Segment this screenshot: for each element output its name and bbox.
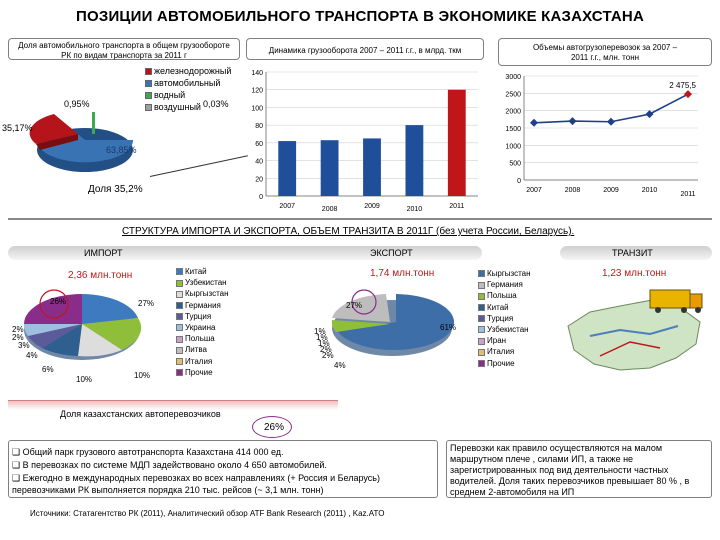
export-label-2b: 2% — [320, 345, 332, 354]
cargo-y-tick: 120 — [251, 87, 263, 95]
volume-x-tick: 2008 — [564, 187, 581, 194]
cargo-bar — [448, 90, 466, 196]
volume-point — [530, 119, 538, 127]
cargo-y-tick: 100 — [251, 105, 263, 113]
import-legend-item: Турция — [176, 311, 229, 322]
volume-y-tick: 1000 — [505, 143, 521, 151]
cargo-bar — [321, 140, 339, 196]
volume-point — [569, 117, 577, 125]
import-volume: 2,36 млн.тонн — [68, 270, 133, 281]
import-label-3: 3% — [18, 341, 30, 350]
volume-chart-frame — [498, 68, 712, 216]
cargo-x-tick: 2008 — [321, 206, 338, 213]
transit-title: ТРАНЗИТ — [612, 248, 653, 258]
structure-title: СТРУКТУРА ИМПОРТА И ЭКСПОРТА, ОБЪЕМ ТРАНЗИТА В 2011Г (без учета России, Беларусь). — [122, 226, 575, 237]
import-legend-item: Литва — [176, 344, 229, 355]
volume-line-chart — [498, 68, 712, 216]
cargo-x-tick: 2011 — [449, 203, 465, 210]
export-label-1c: 1% — [314, 327, 326, 336]
cargo-bar — [278, 141, 296, 196]
export-label-27: 27% — [346, 301, 363, 310]
checkbox-icon: ❑ — [12, 447, 23, 457]
volume-panel-header — [498, 38, 712, 66]
carriers-share-label: Доля казахстанских автоперевозчиков — [60, 409, 221, 419]
divider — [8, 218, 712, 220]
cargo-panel-title: Динамика грузооборота 2007 – 2011 г.г., в млрд. ткм — [268, 46, 462, 55]
share-label-auto: 63,85% — [106, 145, 137, 155]
volume-last-label: 2 475,5 — [669, 81, 696, 91]
share-panel-title: Доля автомобильного транспорта в общем грузообороте РК по видам транспорта за 2011 г — [18, 41, 230, 60]
legend-item-air: воздушный — [145, 102, 231, 112]
volume-x-tick: 2007 — [526, 187, 542, 194]
export-legend-item: Иран — [478, 335, 531, 346]
export-label-61: 61% — [440, 323, 457, 332]
note-text: Перевозки как правило осуществляются на малом маршрутном плече , силами ИП, а также не зарегистрированных под вид деятельности частных водителей. Доля таких перевозчиков превышает 80 % , в среднем 2-автомобиля на ИП — [450, 443, 690, 497]
share-panel — [8, 38, 240, 60]
volume-x-tick: 2009 — [603, 187, 619, 194]
export-legend-item: Польша — [478, 290, 531, 301]
share-pie — [10, 108, 160, 188]
bullet-2: ❑ В перевозках по системе МДП задействовано около 4 650 автомобилей. — [12, 460, 327, 470]
cargo-y-tick: 0 — [259, 194, 263, 201]
import-label-2a: 2% — [12, 333, 24, 342]
export-legend-item: Китай — [478, 302, 531, 313]
export-legend-item: Прочие — [478, 358, 531, 369]
import-label-4: 4% — [26, 351, 38, 360]
share-label-rail: 35,17% — [2, 123, 33, 133]
cargo-y-tick: 20 — [255, 176, 263, 184]
export-title: ЭКСПОРТ — [370, 248, 413, 258]
connector-line — [150, 155, 248, 177]
bullet-3: ❑ Ежегодно в международных перевозках во всех направлениях (+ Россия и Беларусь) перевозчиками РК выполняется порядка 210 тыс. рейсов (~ 3,1 млн. тонн) — [12, 473, 380, 495]
import-legend-item: Польша — [176, 333, 229, 344]
import-legend-item: Узбекистан — [176, 277, 229, 288]
volume-y-tick: 0 — [517, 178, 521, 185]
volume-panel-title: Объемы автогрузоперевозок за 2007 – 2011 г.г., млн. тонн — [532, 43, 678, 62]
export-label-1a: 1% — [318, 339, 330, 348]
checkbox-icon: ❑ — [12, 460, 23, 470]
page-title: ПОЗИЦИИ АВТОМОБИЛЬНОГО ТРАНСПОРТА В ЭКОНОМИКЕ КАЗАХСТАНА — [76, 8, 644, 25]
import-pie — [12, 280, 162, 380]
volume-x-tick: 2010 — [641, 187, 658, 194]
cargo-panel-header — [246, 38, 484, 60]
import-legend-item: Италия — [176, 356, 229, 367]
export-label-1b: 1% — [316, 333, 328, 342]
volume-point — [607, 118, 615, 126]
share-note: Доля 35,2% — [88, 184, 143, 195]
export-legend-item: Узбекистан — [478, 324, 531, 335]
export-legend-item: Италия — [478, 346, 531, 357]
cargo-bar-chart — [246, 66, 484, 216]
cargo-y-tick: 80 — [255, 123, 263, 131]
legend-item-auto: автомобильный — [145, 78, 231, 88]
transit-volume: 1,23 млн.тонн — [602, 268, 667, 279]
import-label-2b: 2% — [12, 325, 24, 334]
cargo-y-tick: 60 — [255, 140, 263, 148]
export-legend-item: Турция — [478, 313, 531, 324]
share-label-water: 0,95% — [64, 99, 90, 109]
kazakhstan-map-image — [560, 286, 710, 384]
import-label-10a: 10% — [76, 375, 93, 384]
import-label-26: 26% — [50, 297, 67, 306]
import-title: ИМПОРТ — [84, 248, 123, 258]
import-legend-item: Украина — [176, 322, 229, 333]
cargo-bar — [363, 138, 381, 196]
cargo-bar — [405, 125, 423, 196]
volume-y-tick: 2000 — [505, 108, 521, 116]
import-label-6: 6% — [42, 365, 54, 374]
import-legend-item: Китай — [176, 266, 229, 277]
export-legend — [478, 268, 531, 369]
cargo-x-tick: 2009 — [364, 203, 380, 210]
import-legend — [176, 266, 229, 378]
export-label-4: 4% — [334, 361, 346, 370]
volume-y-tick: 3000 — [505, 74, 521, 81]
cargo-x-tick: 2010 — [406, 206, 423, 213]
import-legend-item: Прочие — [176, 367, 229, 378]
carriers-share-circle — [252, 416, 292, 438]
import-legend-item: Германия — [176, 300, 229, 311]
sources: Источники: Статагентство РК (2011), Аналитический обзор ATF Bank Research (2011) , Kaz.ATO — [30, 509, 385, 518]
carriers-share-value: 26% — [264, 422, 285, 433]
export-legend-item: Германия — [478, 279, 531, 290]
volume-point — [684, 90, 692, 98]
volume-x-tick: 2011 — [680, 191, 696, 198]
volume-y-tick: 1500 — [505, 126, 521, 133]
import-label-27: 27% — [138, 299, 155, 308]
volume-point — [646, 110, 654, 118]
cargo-y-tick: 140 — [251, 70, 263, 77]
share-pie-water-slice — [92, 112, 95, 134]
import-label-10b: 10% — [134, 371, 151, 380]
volume-y-tick: 500 — [509, 160, 521, 168]
share-label-air: 0,03% — [203, 99, 229, 109]
checkbox-icon: ❑ — [12, 473, 23, 483]
export-legend-item: Кыргызстан — [478, 268, 531, 279]
bullet-1: ❑ Общий парк грузового автотранспорта Казахстана 414 000 ед. — [12, 447, 284, 457]
export-volume: 1,74 млн.тонн — [370, 268, 435, 279]
cargo-y-tick: 40 — [255, 158, 263, 166]
import-legend-item: Кыргызстан — [176, 288, 229, 299]
volume-y-tick: 2500 — [505, 91, 521, 99]
cargo-x-tick: 2007 — [279, 203, 295, 210]
export-label-2a: 2% — [322, 351, 334, 360]
legend-item-water: водный — [145, 90, 231, 100]
cargo-chart-frame — [246, 66, 484, 216]
legend-item-rail: железнодорожный — [145, 66, 231, 76]
